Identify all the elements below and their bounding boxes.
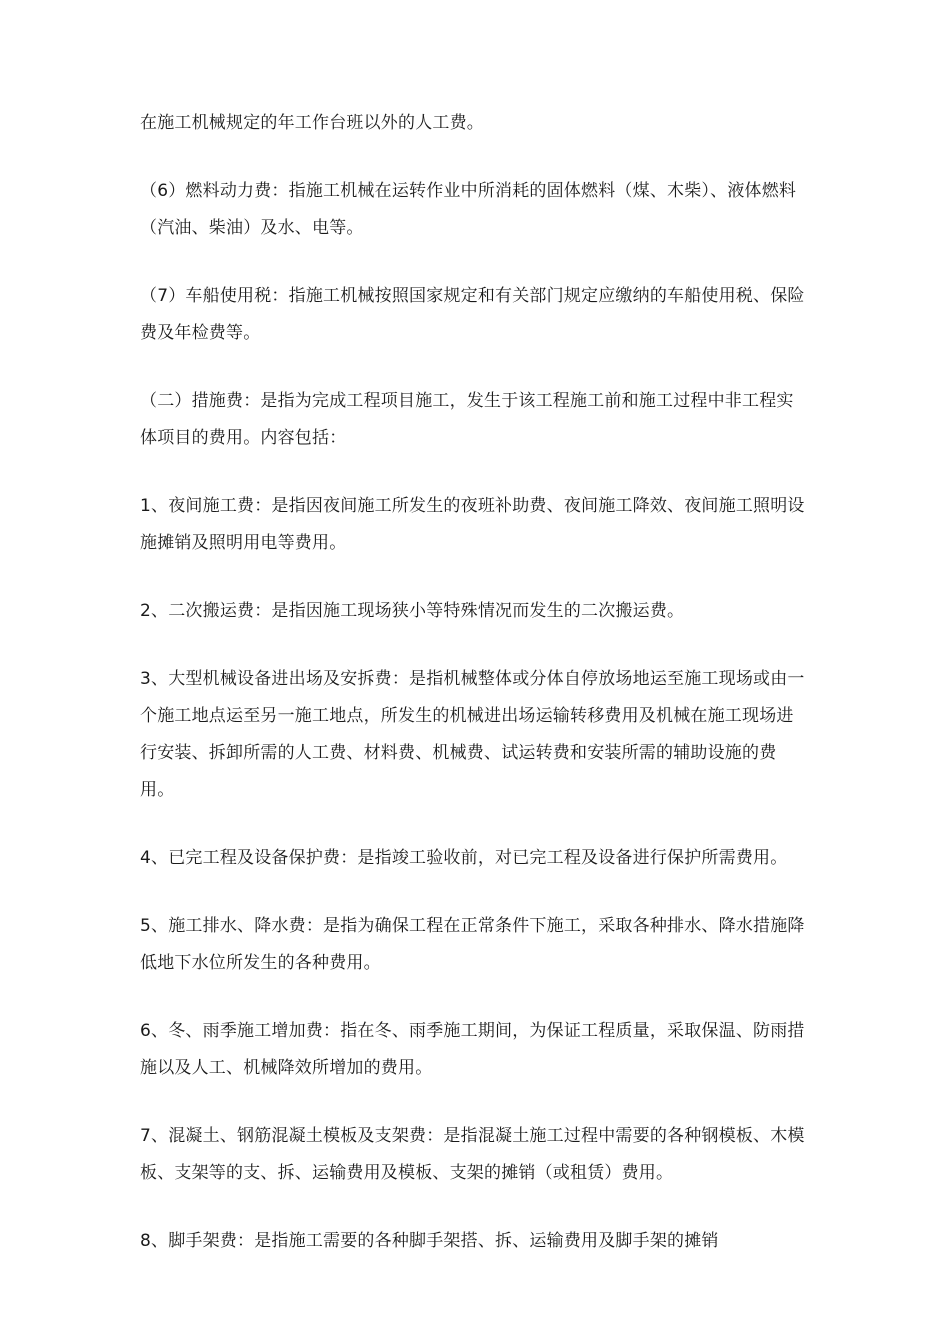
paragraph-formwork-support: 7、混凝土、钢筋混凝土模板及支架费：是指混凝土施工过程中需要的各种钢模板、木模板、支架等的支、拆、运输费用及模板、支架的摊销（或租赁）费用。	[140, 1126, 805, 1183]
paragraph-measures-cost-heading: （二）措施费：是指为完成工程项目施工，发生于该工程施工前和施工过程中非工程实体项目的费用。内容包括：	[140, 391, 794, 448]
paragraph-winter-rain-season: 6、冬、雨季施工增加费：指在冬、雨季施工期间，为保证工程质量，采取保温、防雨措施以及人工、机械降效所增加的费用。	[140, 1021, 805, 1078]
paragraph-night-construction: 1、夜间施工费：是指因夜间施工所发生的夜班补助费、夜间施工降效、夜间施工照明设施摊销及照明用电等费用。	[140, 496, 805, 553]
paragraph-fuel-power-cost: （6）燃料动力费：指施工机械在运转作业中所消耗的固体燃料（煤、木柴）、液体燃料（汽油、柴油）及水、电等。	[140, 181, 797, 238]
paragraph-large-machinery: 3、大型机械设备进出场及安拆费：是指机械整体或分体自停放场地运至施工现场或由一个施工地点运至另一施工地点，所发生的机械进出场运输转移费用及机械在施工现场进行安装、拆卸所需的人工费、材料费、机械费、试运转费和安装所需的辅助设施的费用。	[140, 669, 805, 800]
paragraph-scaffolding: 8、脚手架费：是指施工需要的各种脚手架搭、拆、运输费用及脚手架的摊销	[140, 1231, 719, 1251]
paragraph-drainage: 5、施工排水、降水费：是指为确保工程在正常条件下施工，采取各种排水、降水措施降低地下水位所发生的各种费用。	[140, 916, 805, 973]
paragraph-completed-works-protection: 4、已完工程及设备保护费：是指竣工验收前，对已完工程及设备进行保护所需费用。	[140, 848, 788, 868]
paragraph-vehicle-tax: （7）车船使用税：指施工机械按照国家规定和有关部门规定应缴纳的车船使用税、保险费及年检费等。	[140, 286, 805, 343]
paragraph-labor-cost-continuation: 在施工机械规定的年工作台班以外的人工费。	[140, 113, 484, 133]
paragraph-secondary-transport: 2、二次搬运费：是指因施工现场狭小等特殊情况而发生的二次搬运费。	[140, 601, 685, 621]
